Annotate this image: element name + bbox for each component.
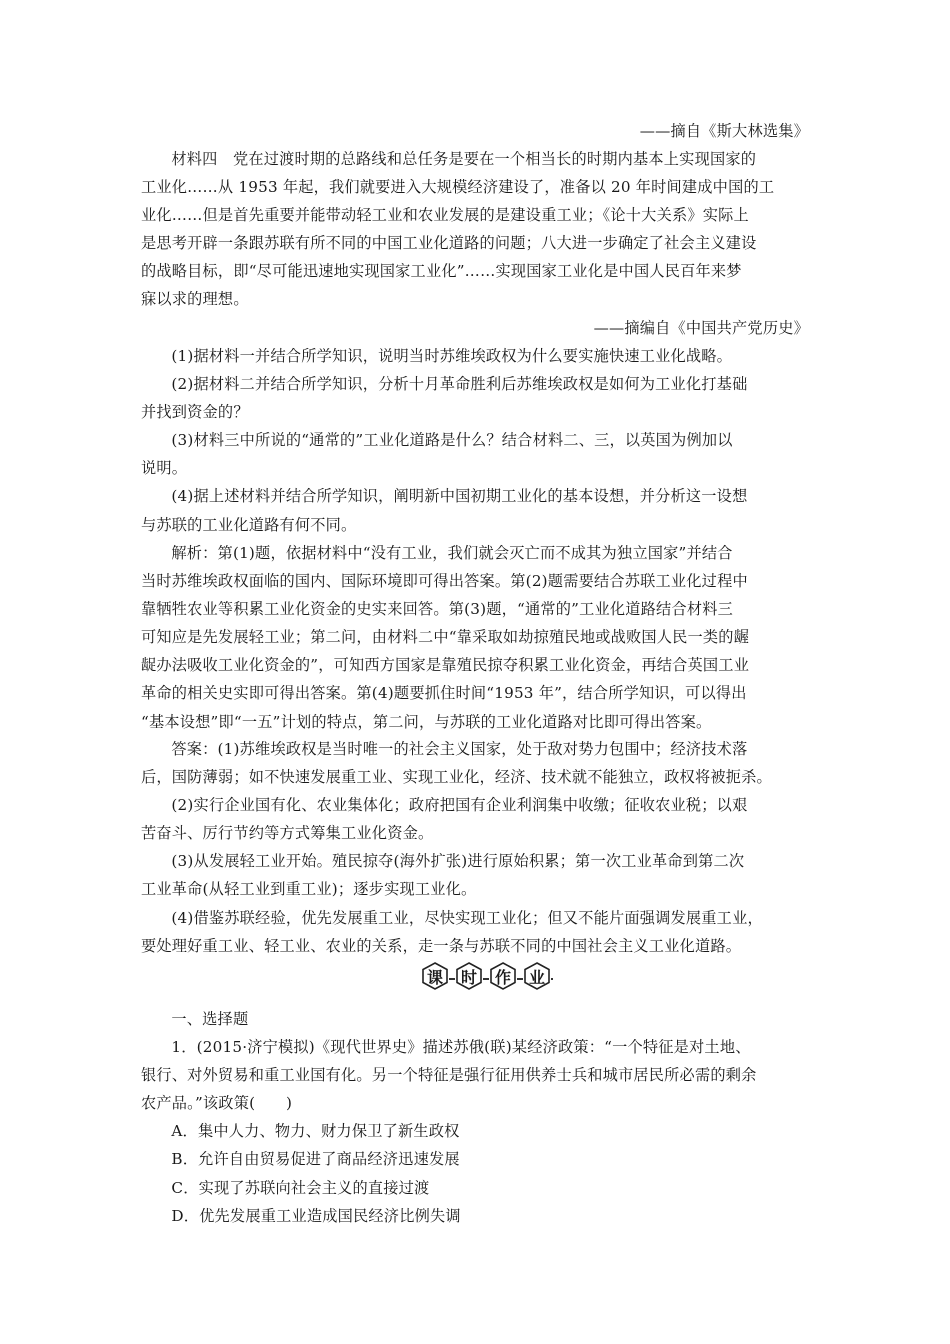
question-2-line: 并找到资金的？ [141, 403, 249, 422]
header-hexagon-char [489, 962, 517, 990]
answer-1-line: 答案：(1)苏维埃政权是当时唯一的社会主义国家，处于敌对势力包围中；经济技术落 [171, 740, 748, 758]
material-four-line: 寐以求的理想。 [141, 290, 249, 309]
analysis-block [141, 539, 813, 736]
question-1-line: (1)据材料一并结合所学知识，说明当时苏维埃政权为什么要实施快速工业化战略。 [171, 347, 733, 365]
header-char: 作 [494, 967, 511, 987]
option-a[interactable]: A．集中人力、物力、财力保卫了新生政权 [171, 1122, 460, 1141]
material-four-line: 工业化……从 1953 年起，我们就要进入大规模经济建设了，准备以 20 年时间建成中国的工 [141, 178, 775, 197]
material-four [141, 145, 813, 342]
answer-3-line: 工业革命(从轻工业到重工业)；逐步实现工业化。 [141, 880, 477, 899]
answer-3-line: (3)从发展轻工业开始。殖民掠夺(海外扩张)进行原始积累；第一次工业革命到第二次 [171, 852, 745, 871]
answer-4-line: (4)借鉴苏联经验，优先发展重工业，尽快实现工业化；但又不能片面强调发展重工业， [171, 908, 763, 927]
question-2-line: (2)据材料二并结合所学知识，分析十月革命胜利后苏维埃政权是如何为工业化打基础 [171, 375, 748, 394]
answers-block [141, 735, 813, 960]
exercise-section-title: 一、选择题 [171, 1010, 249, 1028]
answer-4-line: 要处理好重工业、轻工业、农业的关系，走一条与苏联不同的中国社会主义工业化道路。 [141, 936, 742, 955]
question-3-line: (3)材料三中所说的“通常的”工业化道路是什么？结合材料二、三，以英国为例加以 [171, 431, 733, 450]
header-hexagon-char [455, 962, 483, 990]
header-hexagon-char [523, 962, 551, 990]
option-b[interactable]: B．允许自由贸易促进了商品经济迅速发展 [171, 1150, 460, 1169]
analysis-line: 靠牺牲农业等积累工业化资金的史实来回答。第(3)题，“通常的”工业化道路结合材料三 [141, 600, 733, 619]
analysis-line: 可知应是先发展轻工业；第二问，由材料二中“靠采取如劫掠殖民地或战败国人民一类的龌 [141, 628, 750, 647]
option-d[interactable]: D．优先发展重工业造成国民经济比例失调 [171, 1206, 461, 1225]
analysis-line: 当时苏维埃政权面临的国内、国际环境即可得出答案。第(2)题需要结合苏联工业化过程中 [141, 572, 748, 591]
exercise-block [141, 1005, 813, 1230]
answer-2-line: 苦奋斗、厉行节约等方式筹集工业化资金。 [141, 824, 434, 843]
header-char: 业 [528, 967, 545, 987]
option-c[interactable]: C．实现了苏联向社会主义的直接过渡 [171, 1178, 430, 1197]
source-citation-party: ——摘编自《中国共产党历史》 [593, 318, 809, 337]
question-stem-line: 1．(2015·济宁模拟)《现代世界史》描述苏俄(联)某经济政策：“一个特征是对土地、 [171, 1038, 751, 1057]
header-char: 课 [426, 967, 443, 987]
source-citation-stalin: ——摘自《斯大林选集》 [639, 122, 809, 140]
answer-1-line: 后，国防薄弱；如不快速发展重工业、实现工业化，经济、技术就不能独立，政权将被扼杀。 [141, 768, 772, 787]
material-four-line: 是思考开辟一条跟苏联有所不同的中国工业化道路的问题；八大进一步确定了社会主义建设 [141, 234, 757, 253]
question-stem-line: 农产品。”该政策( ) [141, 1094, 293, 1113]
question-4-line: (4)据上述材料并结合所学知识，阐明新中国初期工业化的基本设想，并分析这一设想 [171, 487, 748, 506]
question-stem-line: 银行、对外贸易和重工业国有化。另一个特征是强行征用供养士兵和城市居民所必需的剩余 [141, 1066, 757, 1085]
analysis-line: “基本设想”即“一五”计划的特点，第二问，与苏联的工业化道路对比即可得出答案。 [141, 712, 712, 731]
material-four-line: 材料四 党在过渡时期的总路线和总任务是要在一个相当长的时期内基本上实现国家的 [171, 150, 757, 168]
question-4-line: 与苏联的工业化道路有何不同。 [141, 515, 357, 534]
questions-block [141, 342, 813, 539]
analysis-line: 龊办法吸收工业化资金的”，可知西方国家是靠殖民掠夺积累工业化资金，再结合英国工业 [141, 656, 750, 675]
material-four-line: 的战略目标，即“尽可能迅速地实现国家工业化”……实现国家工业化是中国人民百年来梦 [141, 262, 742, 281]
question-3-line: 说明。 [141, 459, 188, 478]
answer-2-line: (2)实行企业国有化、农业集体化；政府把国有企业利润集中收缴；征收农业税；以艰 [171, 796, 748, 815]
analysis-line: 革命的相关史实即可得出答案。第(4)题要抓住时间“1953 年”，结合所学知识，可以得出 [141, 684, 747, 703]
header-hexagon-char [421, 962, 449, 990]
section-header-homework [0, 962, 950, 996]
header-char: 时 [460, 967, 477, 987]
material-four-line: 业化……但是首先重要并能带动轻工业和农业发展的是建设重工业；《论十大关系》实际上 [141, 206, 749, 225]
analysis-line: 解析：第(1)题，依据材料中“没有工业，我们就会灭亡而不成其为独立国家”并结合 [171, 544, 733, 562]
source-stalin-block [141, 117, 813, 145]
